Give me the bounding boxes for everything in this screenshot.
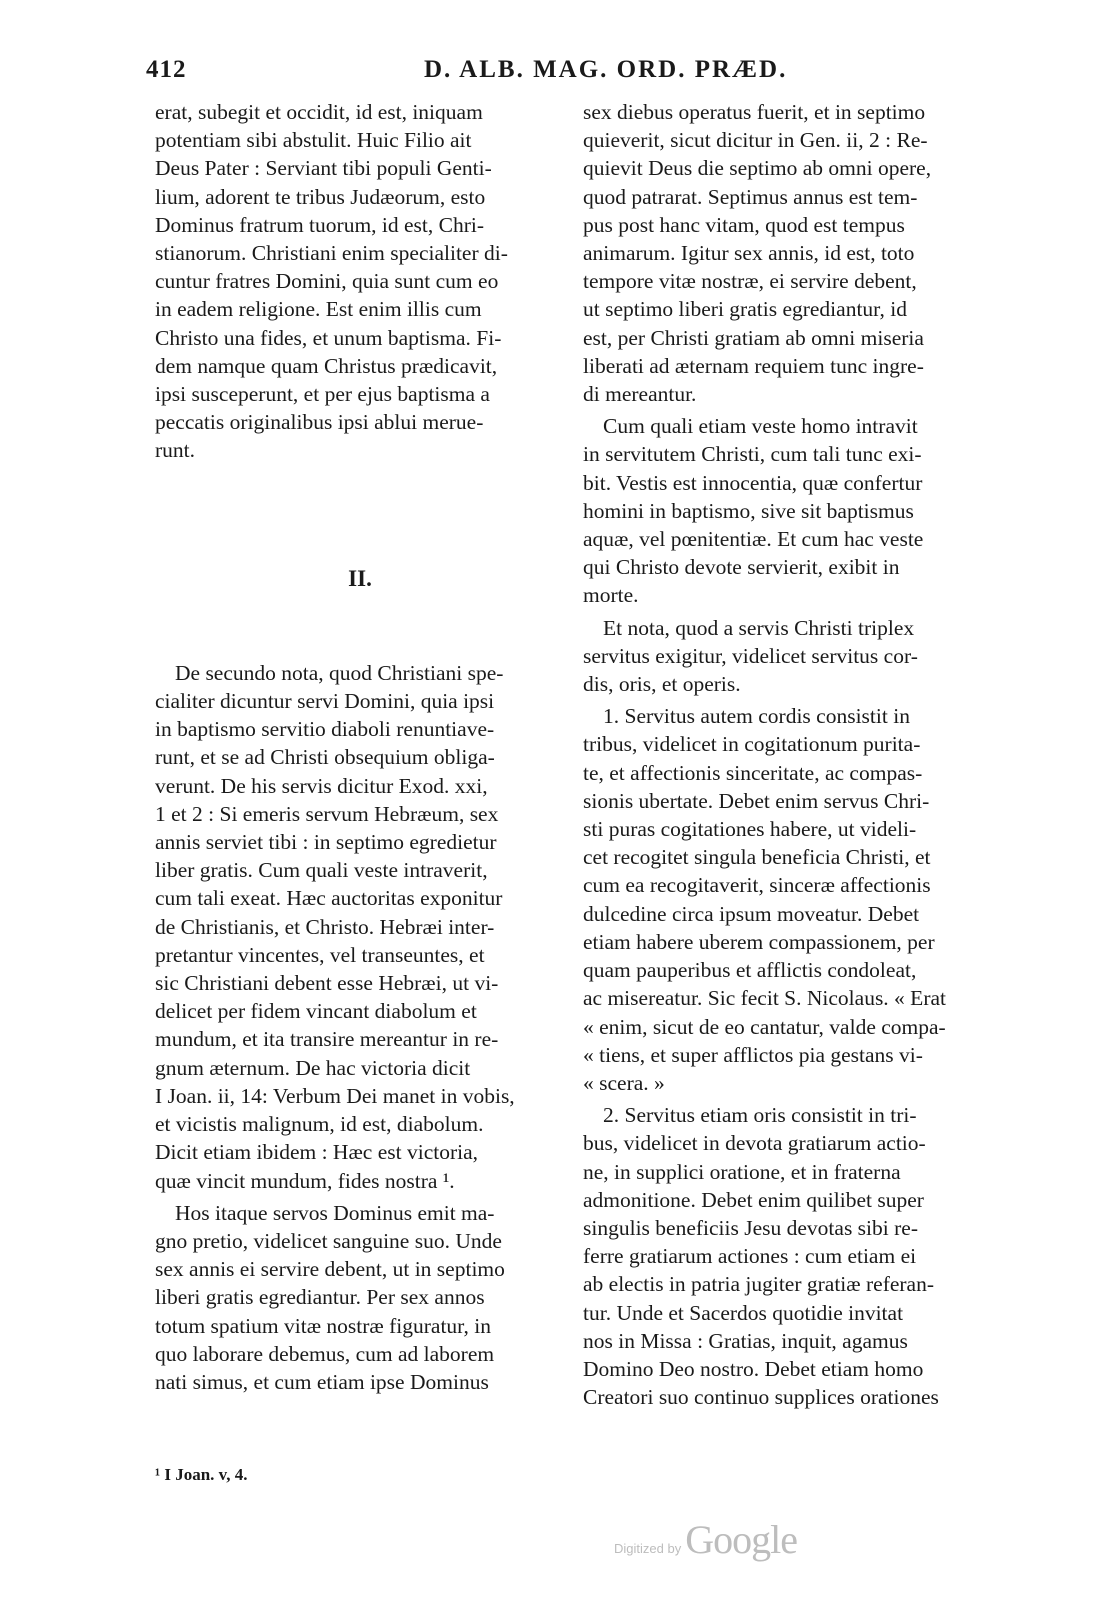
text-line: morte. (583, 583, 639, 608)
text-line: cum ea recogitaverit, sinceræ affectionis (583, 873, 931, 898)
text-line: « tiens, et super afflictos pia gestans vi- (583, 1042, 923, 1067)
text-line: quievit Deus die septimo ab omni opere, (583, 156, 932, 181)
text-line: sionis ubertate. Debet enim servus Chri- (583, 788, 930, 813)
text-line: homini in baptismo, sive sit baptismus (583, 498, 914, 523)
text-line: runt, et se ad Christi obsequium obliga- (155, 745, 495, 770)
text-line: ferre gratiarum actiones : cum etiam ei (583, 1244, 917, 1269)
text-line: ab electis in patria jugiter gratiæ referan- (583, 1272, 935, 1297)
text-line: stianorum. Christiani enim specialiter di- (155, 241, 508, 266)
text-line: totum spatium vitæ nostræ figuratur, in (155, 1313, 491, 1338)
text-line: 1. Servitus autem cordis consistit in (603, 704, 910, 729)
running-header (0, 50, 1105, 90)
text-line: ne, in supplici oratione, et in fraterna (583, 1159, 901, 1184)
text-line: et vicistis malignum, id est, diabolum. (155, 1112, 484, 1137)
text-line: « enim, sicut de eo cantatur, valde compa- (583, 1014, 946, 1039)
text-line: liberati ad æternam requiem tunc ingre- (583, 353, 924, 378)
paragraph (583, 98, 1003, 408)
text-line: runt. (155, 438, 196, 463)
text-line: Deus Pater : Serviant tibi populi Genti- (155, 156, 492, 181)
text-line: nati simus, et cum etiam ipse Dominus (155, 1369, 489, 1394)
text-line: te, et affectionis sinceritate, ac compas- (583, 760, 923, 785)
text-line: verunt. De his servis dicitur Exod. xxi, (155, 773, 488, 798)
text-line: annis serviet tibi : in septimo egredietur (155, 830, 497, 855)
text-line: liberi gratis egrediantur. Per sex annos (155, 1285, 485, 1310)
text-line: cuntur fratres Domini, quia sunt cum eo (155, 269, 499, 294)
text-line: sex annis ei servire debent, ut in septimo (155, 1257, 505, 1282)
text-line: sic Christiani debent esse Hebræi, ut vi- (155, 971, 499, 996)
text-line: in baptismo servitio diaboli renuntiave- (155, 717, 495, 742)
text-line: Cum quali etiam veste homo intravit (603, 414, 918, 439)
text-line: quod patrarat. Septimus annus est tem- (583, 184, 918, 209)
text-line: singulis beneficiis Jesu devotas sibi re- (583, 1215, 918, 1240)
text-line: Dominus fratrum tuorum, id est, Chri- (155, 212, 485, 237)
text-line: tempore vitæ nostræ, ei servire debent, (583, 269, 917, 294)
text-line: in servitutem Christi, cum tali tunc exi- (583, 442, 922, 467)
text-line: aquæ, vel pœnitentiæ. Et cum hac veste (583, 527, 924, 552)
text-line: dis, oris, et operis. (583, 672, 741, 697)
digitized-watermark (614, 1516, 797, 1563)
text-line: potentiam sibi abstulit. Huic Filio ait (155, 128, 472, 153)
text-line: mundum, et ita transire mereantur in re- (155, 1027, 499, 1052)
text-line: delicet per fidem vincant diabolum et (155, 999, 477, 1024)
text-line: ipsi susceperunt, et per ejus baptisma a (155, 382, 490, 407)
paragraph (155, 1199, 565, 1396)
text-line: admonitione. Debet enim quilibet super (583, 1187, 924, 1212)
paragraph (583, 412, 1003, 609)
section-heading: II. (348, 565, 372, 591)
text-line: de Christianis, et Christo. Hebræi inter- (155, 914, 495, 939)
text-line: 1 et 2 : Si emeris servum Hebræum, sex (155, 801, 499, 826)
text-line: animarum. Igitur sex annis, id est, toto (583, 241, 915, 266)
text-line: lium, adorent te tribus Judæorum, esto (155, 184, 486, 209)
text-line: tribus, videlicet in cogitationum purita- (583, 732, 921, 757)
text-line: qui Christo devote servierit, exibit in (583, 555, 900, 580)
text-line: gnum æternum. De hac victoria dicit (155, 1055, 471, 1080)
text-line: est, per Christi gratiam ab omni miseria (583, 325, 924, 350)
text-line: Christo una fides, et unum baptisma. Fi- (155, 325, 502, 350)
text-line: De secundo nota, quod Christiani spe- (175, 660, 504, 685)
text-line: bit. Vestis est innocentia, quæ confertur (583, 470, 923, 495)
text-line: etiam habere uberem compassionem, per (583, 929, 935, 954)
footnote: ¹ I Joan. v, 4. (155, 1465, 248, 1484)
text-line: tur. Unde et Sacerdos quotidie invitat (583, 1300, 904, 1325)
text-line: Et nota, quod a servis Christi triplex (603, 615, 915, 640)
text-line: peccatis originalibus ipsi ablui merue- (155, 410, 484, 435)
paragraph (583, 1101, 1003, 1411)
text-line: quieverit, sicut dicitur in Gen. ii, 2 : Re- (583, 128, 928, 153)
text-line: pus post hanc vitam, quod est tempus (583, 212, 905, 237)
text-line: erat, subegit et occidit, id est, iniquam (155, 100, 483, 124)
text-line: quam pauperibus et afflictis condoleat, (583, 958, 917, 983)
running-head: D. ALB. MAG. ORD. PRÆD. (424, 56, 788, 83)
text-line: dem namque quam Christus prædicavit, (155, 353, 498, 378)
google-logo: Google (685, 1517, 797, 1562)
text-line: ut septimo liberi gratis egrediantur, id (583, 297, 907, 322)
page-number: 412 (146, 56, 187, 83)
text-line: 2. Servitus etiam oris consistit in tri- (603, 1103, 917, 1128)
text-line: cum tali exeat. Hæc auctoritas exponitur (155, 886, 503, 911)
text-line: di mereantur. (583, 382, 697, 407)
text-line: Dicit etiam ibidem : Hæc est victoria, (155, 1140, 479, 1165)
text-line: « scera. » (583, 1070, 665, 1095)
text-line: quo laborare debemus, cum ad laborem (155, 1341, 495, 1366)
text-line: cialiter dicuntur servi Domini, quia ipsi (155, 689, 495, 714)
text-line: sex diebus operatus fuerit, et in septimo (583, 100, 926, 124)
text-line: I Joan. ii, 14: Verbum Dei manet in vobis, (155, 1083, 515, 1108)
text-line: gno pretio, videlicet sanguine suo. Unde (155, 1228, 502, 1253)
text-line: Creatori suo continuo supplices orationes (583, 1385, 939, 1410)
paragraph (583, 702, 1003, 1097)
text-line: cet recogitet singula beneficia Christi, et (583, 845, 931, 870)
text-line: pretantur vincentes, vel transeuntes, et (155, 942, 485, 967)
text-line: in eadem religione. Est enim illis cum (155, 297, 482, 322)
text-line: quæ vincit mundum, fides nostra ¹. (155, 1168, 455, 1193)
text-line: nos in Missa : Gratias, inquit, agamus (583, 1328, 908, 1353)
text-line: Hos itaque servos Dominus emit ma- (175, 1200, 495, 1225)
text-line: liber gratis. Cum quali veste intraverit, (155, 858, 488, 883)
text-line: Domino Deo nostro. Debet etiam homo (583, 1356, 924, 1381)
watermark-prefix: Digitized by (614, 1541, 682, 1556)
paragraph (155, 659, 565, 1195)
paragraph (155, 98, 565, 465)
right-column (583, 98, 1003, 1411)
text-line: dulcedine circa ipsum moveatur. Debet (583, 901, 920, 926)
text-line: sti puras cogitationes habere, ut videli- (583, 817, 917, 842)
paragraph (583, 614, 1003, 699)
left-column (155, 98, 565, 1396)
text-line: bus, videlicet in devota gratiarum actio- (583, 1131, 926, 1156)
text-line: ac misereatur. Sic fecit S. Nicolaus. « Erat (583, 986, 946, 1011)
text-line: servitus exigitur, videlicet servitus cor- (583, 643, 918, 668)
